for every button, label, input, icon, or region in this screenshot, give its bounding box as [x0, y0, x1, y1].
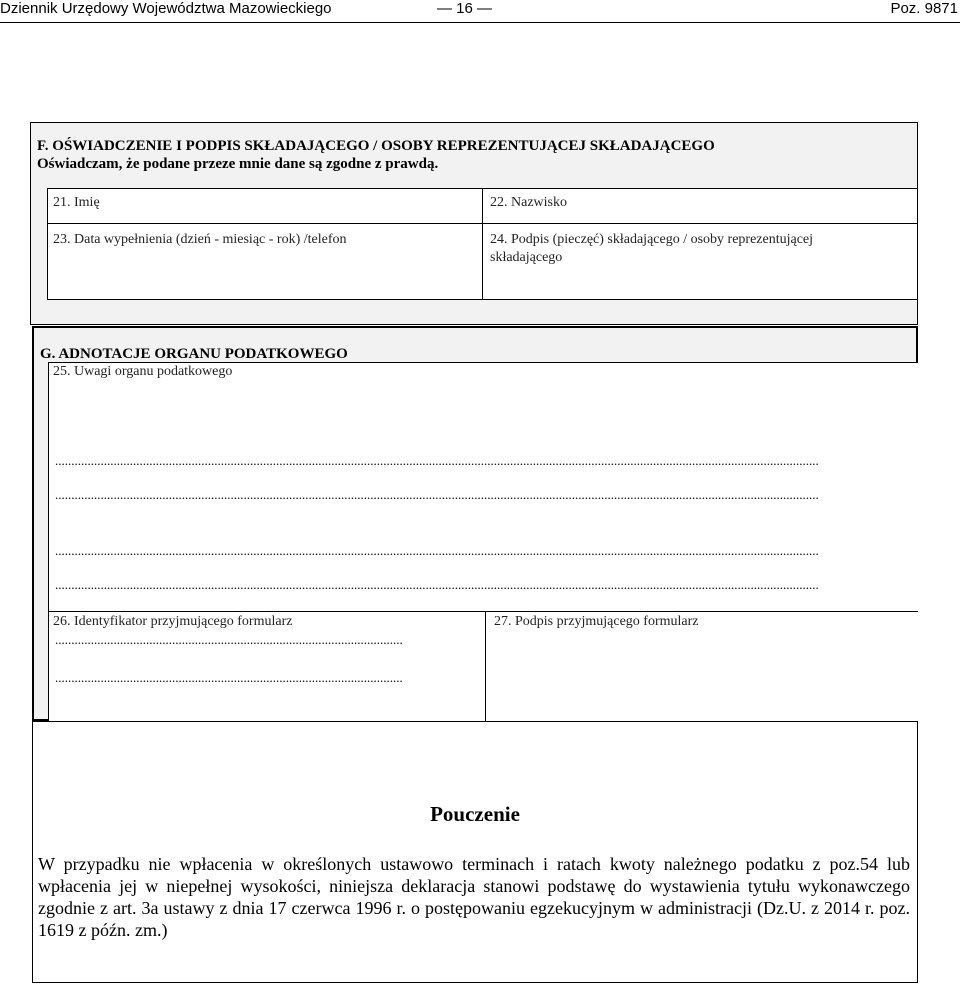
remarks-dotted-line-3: ...........................................................................................................................................................................................................................................	[55, 543, 819, 558]
section-f-declaration: Oświadczam, że podane przeze mnie dane są zgodne z prawdą.	[37, 156, 439, 172]
section-f-title: F. OŚWIADCZENIE I PODPIS SKŁADAJĄCEGO / OSOBY REPREZENTUJĄCEJ SKŁADAJĄCEGO	[37, 138, 715, 154]
instruction-text: W przypadku nie wpłacenia w określonych ustawowo terminach i ratach kwoty należnego podatku z poz.54 lub wpłacenia jej w niepełnej wysokości, niniejsza deklaracja stanowi podstawę do wystawienia tytułu wykonawczego zgodnie z art. 3a ustawy z dnia 17 czerwca 1996 r. o postępowaniu egzekucyjnym w administracji (Dz.U. z 2014 r. poz. 1619 z późn. zm.)	[38, 854, 910, 940]
field-26-receiver-id[interactable]: 26. Identyfikator przyjmującego formularz	[53, 614, 293, 629]
remarks-dotted-line-2: ...........................................................................................................................................................................................................................................	[55, 487, 819, 502]
field-26-dotted-line-1: ...........................................................................................................	[55, 632, 403, 647]
field-27-receiver-signature[interactable]: 27. Podpis przyjmującego formularz	[494, 614, 699, 629]
remarks-dotted-line-1: ...........................................................................................................................................................................................................................................	[55, 453, 819, 468]
remarks-dotted-line-4: ...........................................................................................................................................................................................................................................	[55, 577, 819, 592]
position-number: Poz. 9871	[890, 0, 958, 17]
fields-26-27-divider	[485, 611, 486, 721]
header-rule	[0, 22, 960, 23]
field-26-dotted-line-2: ...........................................................................................................	[55, 670, 403, 685]
field-25-remarks-label: 25. Uwagi organu podatkowego	[53, 364, 233, 379]
section-g-title: G. ADNOTACJE ORGANU PODATKOWEGO	[40, 346, 348, 362]
journal-title: Dziennik Urzędowy Województwa Mazowieckiego	[0, 0, 332, 17]
field-22-last-name[interactable]: 22. Nazwisko	[490, 195, 567, 210]
instruction-box	[32, 721, 918, 983]
section-f-col-divider	[482, 188, 483, 300]
instruction-heading: Pouczenie	[430, 802, 520, 826]
page-number: — 16 —	[437, 0, 493, 17]
field-24-signature[interactable]: 24. Podpis (pieczęć) składającego / osoby reprezentującej	[490, 232, 814, 247]
field-21-first-name[interactable]: 21. Imię	[53, 195, 100, 210]
field-24-signature-cont: składającego	[490, 250, 563, 265]
field-23-date-phone[interactable]: 23. Data wypełnienia (dzień - miesiąc - rok) /telefon	[53, 232, 347, 247]
